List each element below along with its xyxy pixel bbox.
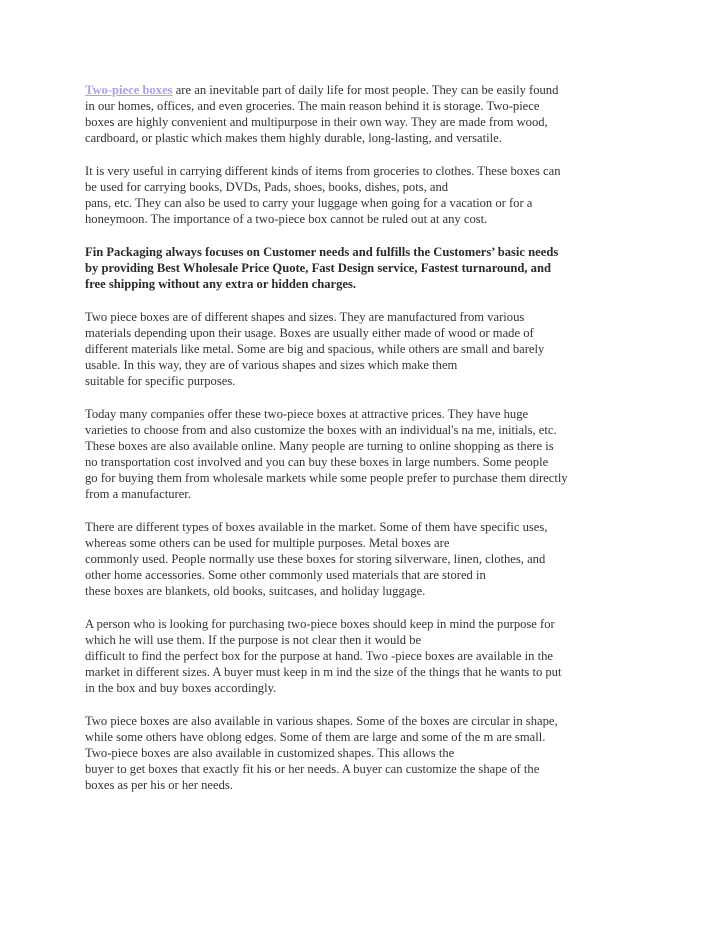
text-line: varieties to choose from and also customize the boxes with an individual's na me, initials, etc. (85, 423, 557, 437)
text-line: boxes as per his or her needs. (85, 778, 233, 792)
text-line: by providing Best Wholesale Price Quote, Fast Design service, Fastest turnaround, and (85, 261, 551, 275)
body-paragraph (85, 163, 635, 227)
text-line: in the box and buy boxes accordingly. (85, 681, 277, 695)
text-line: different materials like metal. Some are big and spacious, while others are small and barely (85, 342, 545, 356)
body-paragraph (85, 309, 635, 389)
text-line: go for buying them from wholesale markets while some people prefer to purchase them directly (85, 471, 568, 485)
text-line: Two piece boxes are of different shapes and sizes. They are manufactured from various (85, 310, 525, 324)
text-line (85, 82, 635, 98)
text-line: in our homes, offices, and even groceries. The main reason behind it is storage. Two-piece (85, 99, 540, 113)
text-line: A person who is looking for purchasing two-piece boxes should keep in mind the purpose for (85, 617, 555, 631)
text-line: other home accessories. Some other commonly used materials that are stored in (85, 568, 486, 582)
text-line-remainder: are an inevitable part of daily life for most people. They can be easily found (172, 83, 559, 97)
body-paragraph (85, 713, 635, 793)
text-line: pans, etc. They can also be used to carry your luggage when going for a vacation or for a (85, 196, 533, 210)
text-line: be used for carrying books, DVDs, Pads, shoes, books, dishes, pots, and (85, 180, 449, 194)
text-line: while some others have oblong edges. Some of them are large and some of the m are small. (85, 730, 546, 744)
text-line: These boxes are also available online. Many people are turning to online shopping as there is (85, 439, 554, 453)
text-line: from a manufacturer. (85, 487, 191, 501)
text-line: whereas some others can be used for multiple purposes. Metal boxes are (85, 536, 450, 550)
text-line: free shipping without any extra or hidden charges. (85, 277, 357, 291)
body-paragraph (85, 519, 635, 599)
text-line: Two-piece boxes are also available in customized shapes. This allows the (85, 746, 455, 760)
text-line: which he will use them. If the purpose is not clear then it would be (85, 633, 422, 647)
text-line: buyer to get boxes that exactly fit his or her needs. A buyer can customize the shape of the (85, 762, 540, 776)
text-line: Today many companies offer these two-piece boxes at attractive prices. They have huge (85, 407, 529, 421)
body-paragraph (85, 82, 635, 146)
text-line: no transportation cost involved and you can buy these boxes in large numbers. Some people (85, 455, 549, 469)
text-line: Two piece boxes are also available in various shapes. Some of the boxes are circular in shape, (85, 714, 558, 728)
text-line: materials depending upon their usage. Boxes are usually either made of wood or made of (85, 326, 534, 340)
text-line: these boxes are blankets, old books, suitcases, and holiday luggage. (85, 584, 426, 598)
two-piece-boxes-link[interactable]: Two-piece boxes (85, 83, 173, 97)
body-paragraph (85, 406, 635, 502)
text-line: suitable for specific purposes. (85, 374, 236, 388)
text-line: It is very useful in carrying different kinds of items from groceries to clothes. These boxes can (85, 164, 561, 178)
text-line: usable. In this way, they are of various shapes and sizes which make them (85, 358, 458, 372)
text-line: market in different sizes. A buyer must keep in m ind the size of the things that he wants to put (85, 665, 562, 679)
text-line: honeymoon. The importance of a two-piece box cannot be ruled out at any cost. (85, 212, 488, 226)
text-line: difficult to find the perfect box for the purpose at hand. Two -piece boxes are available in the (85, 649, 553, 663)
text-line: Fin Packaging always focuses on Customer needs and fulfills the Customers’ basic needs (85, 245, 559, 259)
text-line: commonly used. People normally use these boxes for storing silverware, linen, clothes, and (85, 552, 546, 566)
text-line: There are different types of boxes available in the market. Some of them have specific uses, (85, 520, 548, 534)
text-line: cardboard, or plastic which makes them highly durable, long-lasting, and versatile. (85, 131, 502, 145)
body-paragraph (85, 616, 635, 696)
text-line: boxes are highly convenient and multipurpose in their own way. They are made from wood, (85, 115, 548, 129)
highlight-paragraph (85, 244, 635, 292)
document-body (85, 82, 635, 810)
